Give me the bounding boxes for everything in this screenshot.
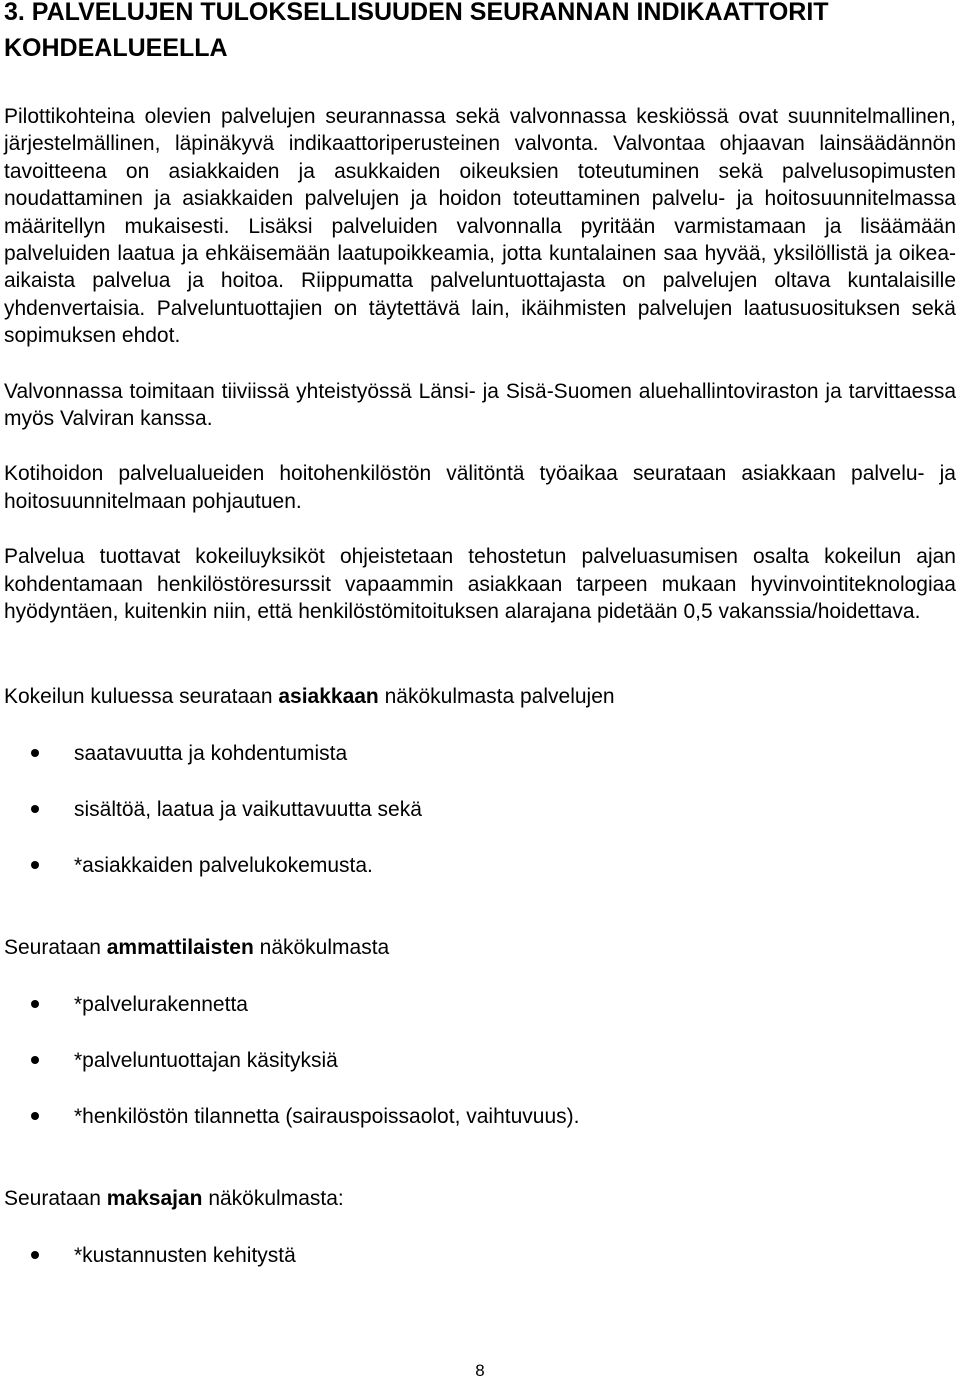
paragraph-cooperation: Valvonnassa toimitaan tiiviissä yhteistyössä Länsi- ja Sisä-Suomen aluehallintoviraston ja tarvittaessa myös Valviran kanssa. xyxy=(4,379,956,431)
bullet-icon xyxy=(31,1251,39,1259)
bullet-icon xyxy=(31,1112,39,1120)
professional-perspective-intro: Seurataan ammattilaisten näkökulmasta xyxy=(4,935,390,959)
bullet-icon xyxy=(31,1000,39,1008)
section-heading xyxy=(4,0,956,66)
list-item: *palveluntuottajan käsityksiä xyxy=(4,1047,956,1074)
customer-perspective-intro: Kokeilun kuluessa seurataan asiakkaan näkökulmasta palvelujen xyxy=(4,684,615,708)
bullet-icon xyxy=(31,1056,39,1064)
paragraph-pilot-units: Palvelua tuottavat kokeiluyksiköt ohjeistetaan tehostetun palveluasumisen osalta kokeilun ajan kohdentamaan henkilöstöresurssit vapaammin asiakkaan tarpeen mukaan hyvinvointiteknologiaa hyödyntäen, kuitenkin niin, että henkilöstömitoituksen alarajana pidetään 0,5 vakanssia/hoidettava. xyxy=(4,545,956,624)
page-number: 8 xyxy=(475,1361,485,1380)
list-item: *henkilöstön tilannetta (sairauspoissaolot, vaihtuvuus). xyxy=(4,1103,956,1130)
list-item: *asiakkaiden palvelukokemusta. xyxy=(4,852,956,879)
customer-perspective-list xyxy=(4,740,956,879)
heading-line-1: 3. PALVELUJEN TULOKSELLISUUDEN SEURANNAN INDIKAATTORIT xyxy=(4,0,829,26)
emphasis-payer: maksajan xyxy=(106,1186,203,1210)
payer-perspective-intro: Seurataan maksajan näkökulmasta: xyxy=(4,1186,344,1210)
paragraph-home-care: Kotihoidon palvelualueiden hoitohenkilöstön välitöntä työaikaa seurataan asiakkaan palvelu- ja hoitosuunnitelmaan pohjautuen. xyxy=(4,462,956,513)
heading-line-2: KOHDEALUEELLA xyxy=(4,34,228,62)
professional-perspective-list xyxy=(4,991,956,1130)
emphasis-professionals: ammattilaisten xyxy=(106,935,254,959)
payer-perspective-list xyxy=(4,1242,956,1269)
bullet-icon xyxy=(31,749,39,757)
paragraph-monitoring: Pilottikohteina olevien palvelujen seurannassa sekä valvonnassa keskiössä ovat suunnitelmallinen, järjestelmällinen, läpinäkyvä indikaattoriperusteinen valvonta. Valvontaa ohjaavan lainsäädännön tavoitteena on asiakkaiden ja asukkaiden oikeuksien toteutuminen sekä palvelusopimusten noudattaminen ja asiakkaiden palvelujen ja hoidon toteuttaminen palvelu- ja hoitosuunnitelmassa määritellyn mukaisesti. Lisäksi palveluiden valvonnalla pyritään varmistamaan ja lisäämään palveluiden laatua ja ehkäisemään laatupoikkeamia, jotta kuntalainen saa hyvää, yksilöllistä ja oikea-aikaista palvelua ja hoitoa. Riippumatta palveluntuottajasta on palvelujen oltava kuntalaisille yhdenvertaisia. Palveluntuottajien on täytettävä lain, ikäihmisten palvelujen laatusuosituksen sekä sopimuksen ehdot. xyxy=(4,105,956,348)
list-item: saatavuutta ja kohdentumista xyxy=(4,740,956,767)
document-page xyxy=(4,0,956,1269)
emphasis-customer: asiakkaan xyxy=(278,684,379,708)
list-item: *kustannusten kehitystä xyxy=(4,1242,956,1269)
list-item: sisältöä, laatua ja vaikuttavuutta sekä xyxy=(4,796,956,823)
bullet-icon xyxy=(31,861,39,869)
list-item: *palvelurakennetta xyxy=(4,991,956,1018)
bullet-icon xyxy=(31,805,39,813)
